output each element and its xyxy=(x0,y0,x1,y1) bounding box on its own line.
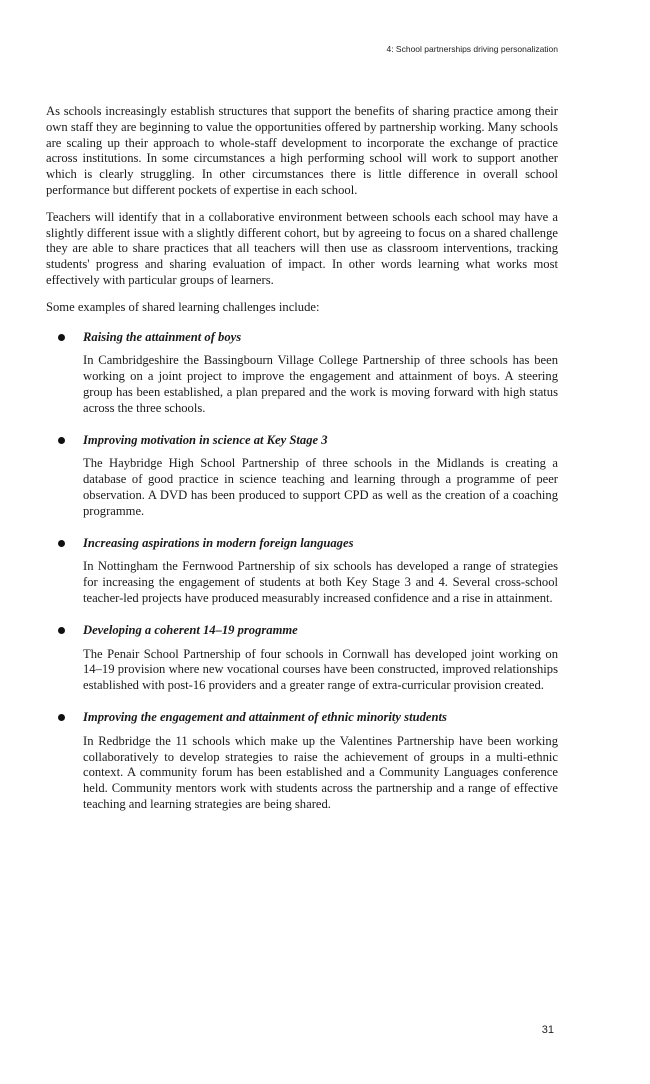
example-item xyxy=(46,330,558,417)
example-item xyxy=(46,710,558,813)
examples-list xyxy=(46,330,558,813)
paragraph-intro: As schools increasingly establish structures that support the benefits of sharing practice among their own staff they are beginning to value the opportunities offered by partnership working. Many schools are scaling up their approach to whole-staff development to incorporate the exchange of practice across institutions. In some circumstances a high performing school will work to support another which is clearly struggling. In other circumstances there is little difference in overall school performance but different pockets of expertise in each school. xyxy=(46,104,558,197)
example-item xyxy=(46,536,558,607)
example-title: Improving motivation in science at Key Stage 3 xyxy=(83,432,328,447)
page-content xyxy=(46,104,558,829)
paragraph-collaboration: Teachers will identify that in a collaborative environment between schools each school may have a slightly different issue with a slightly different cohort, but by agreeing to focus on a shared challenge they are able to share practices that all teachers will then use as classroom interventions, tracking students' progress and sharing evaluation of impact. In other words learning what works most effectively with particular groups of learners. xyxy=(46,209,558,287)
running-header: 4: School partnerships driving personalization xyxy=(386,44,558,54)
bullet-icon xyxy=(58,540,65,547)
example-body: The Haybridge High School Partnership of three schools in the Midlands is creating a database of good practice in science teaching and learning through a programme of peer observation. A DVD has been produced to support CPD as well as the creation of a coaching programme. xyxy=(83,456,558,518)
example-body: In Redbridge the 11 schools which make up the Valentines Partnership have been working collaboratively to develop strategies to raise the achievement of groups in a multi-ethnic context. A community forum has been established and a Community Languages conference held. Community mentors work with students across the partnership and a range of effective teaching and learning strategies are being shared. xyxy=(83,733,558,811)
example-title: Raising the attainment of boys xyxy=(83,329,242,344)
bullet-icon xyxy=(58,627,65,634)
bullet-icon xyxy=(58,334,65,341)
bullet-icon xyxy=(58,437,65,444)
example-body: The Penair School Partnership of four schools in Cornwall has developed joint working on 14–19 provision where new vocational courses have been constructed, improved relationships established with post-16 providers and a greater range of extra-curricular provision created. xyxy=(83,646,558,693)
example-item xyxy=(46,433,558,520)
page-number: 31 xyxy=(541,1024,554,1036)
bullet-icon xyxy=(58,714,65,721)
example-body: In Cambridgeshire the Bassingbourn Village College Partnership of three schools has been working on a joint project to improve the engagement and attainment of boys. A steering group has been established, a plan prepared and the work is moving forward with high status across the three schools. xyxy=(83,353,558,415)
example-title: Developing a coherent 14–19 programme xyxy=(83,622,298,637)
example-body: In Nottingham the Fernwood Partnership of six schools has developed a range of strategies for increasing the engagement of students at both Key Stage 3 and 4. Several cross-school teacher-led projects have produced measurably increased confidence and a rise in attainment. xyxy=(83,559,558,605)
example-title: Increasing aspirations in modern foreign languages xyxy=(83,535,354,550)
examples-intro: Some examples of shared learning challenges include: xyxy=(46,299,320,314)
example-item xyxy=(46,623,558,694)
example-title: Improving the engagement and attainment of ethnic minority students xyxy=(83,709,447,724)
